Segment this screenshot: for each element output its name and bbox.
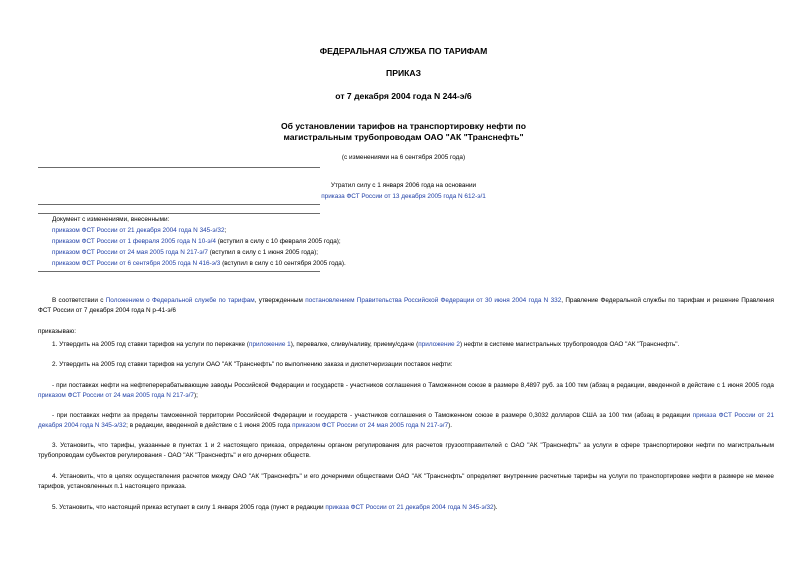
document-type: ПРИКАЗ — [386, 68, 421, 78]
status-text: Утратил силу с 1 января 2006 года на основании — [330, 182, 477, 189]
document-date-number: от 7 декабря 2004 года N 244-э/6 — [335, 91, 472, 101]
divider-top — [38, 167, 320, 168]
amendment-link[interactable]: приказом ФСТ России от 1 февраля 2005 года N 10-э/4 — [52, 238, 216, 245]
appendix-1-link[interactable]: приложение 1 — [249, 341, 291, 348]
amendments-heading: Документ с изменениями, внесенными: — [52, 216, 170, 223]
intro-paragraph: В соответствии с Положением о Федеральной службе по тарифам, утвержденным постановлением Правительства Российской Федерации от 30 июня 2004 года N 332, Правление Федеральной службы по тарифам и решение Правления ФСТ России от 7 декабря 2004 года N р-41-э/6 — [38, 297, 775, 315]
divider-amendments-bottom — [38, 271, 320, 272]
agency-name: ФЕДЕРАЛЬНАЯ СЛУЖБА ПО ТАРИФАМ — [319, 46, 488, 56]
amendment-item: приказом ФСТ России от 6 сентября 2005 года N 416-э/3 (вступил в силу с 10 сентября 2005 года). — [52, 260, 346, 267]
appendix-2-link[interactable]: приложение 2 — [418, 341, 460, 348]
regulation-link[interactable]: Положением о Федеральной службе по тарифам — [105, 297, 255, 304]
amendment-item: приказом ФСТ России от 1 февраля 2005 года N 10-э/4 (вступил в силу с 10 февраля 2005 года); — [52, 238, 341, 245]
amendment-link[interactable]: приказом ФСТ России от 6 сентября 2005 года N 416-э/3 — [52, 260, 221, 267]
amendment-ref-link[interactable]: приказа ФСТ России от 21 декабря 2004 года N 345-э/32 — [325, 504, 494, 511]
amendment-link[interactable]: приказом ФСТ России от 21 декабря 2004 года N 345-э/32 — [52, 227, 225, 234]
government-decree-link[interactable]: постановлением Правительства Российской Федерации от 30 июня 2004 года N 332 — [305, 297, 562, 304]
paragraph-5: 5. Установить, что настоящий приказ вступает в силу 1 января 2005 года (пункт в редакции приказа ФСТ России от 21 декабря 2004 года N 345-э/32). — [52, 504, 498, 511]
divider-amendments-top — [38, 213, 320, 214]
paragraph-4: 4. Установить, что в целях осуществления расчетов между ОАО "АК "Транснефть" и его дочерними обществами ОАО "АК "Транснефть" определяет внутренние расчетные тарифы на услуги по транспортировке нефти в размере не менее тарифов, установленных п.1 настоящего приказа. — [38, 473, 774, 491]
order-word: приказываю: — [38, 328, 76, 335]
paragraph-2: 2. Утвердить на 2005 год ставки тарифов на услуги ОАО "АК "Транснефть" по выполнению заказа и диспетчеризации поставок нефти: — [52, 361, 453, 368]
paragraph-2a: - при поставках нефти на нефтеперерабатывающие заводы Российской Федерации и государств - участников соглашения о Таможенном союзе в размере 8,4897 руб. за 100 ткм (абзац в редакции, введенной в действие с 1 июня 2005 года приказом ФСТ России от 24 мая 2005 года N 217-э/7); — [38, 382, 774, 400]
amendment-ref-link[interactable]: приказом ФСТ России от 24 мая 2005 года N 217-э/7 — [38, 392, 194, 400]
paragraph-1: 1. Утвердить на 2005 год ставки тарифов на услуги по перекачке (приложение 1), перевалке, сливу/наливу, приему/сдаче (приложение 2) нефти в системе магистральных трубопроводов ОАО "АК "Транснефть". — [52, 341, 680, 348]
status-note — [0, 181, 807, 202]
title-line-2: магистральным трубопроводам ОАО "АК "Транснефть" — [283, 132, 524, 142]
changes-note: (с изменениями на 6 сентября 2005 года) — [341, 154, 466, 161]
title-line-1: Об установлении тарифов на транспортировку нефти по — [280, 121, 527, 131]
paragraph-3: 3. Установить, что тарифы, указанные в пунктах 1 и 2 настоящего приказа, определены органом регулирования для расчетов грузоотправителей с ОАО "АК "Транснефть" за услуги в сфере транспортировки нефти по магистральным трубопроводам субъектов регулирования - ОАО "АК "Транснефть" и его дочерних обществ. — [38, 442, 774, 460]
document-title — [0, 121, 807, 143]
amendment-link[interactable]: приказом ФСТ России от 24 мая 2005 года N 217-э/7 — [52, 249, 208, 256]
amendment-item: приказом ФСТ России от 24 мая 2005 года N 217-э/7 (вступил в силу с 1 июня 2005 года); — [52, 249, 318, 256]
amendment-ref-link[interactable]: приказа ФСТ России от 21 декабря 2004 года N 345-э/32 — [38, 412, 774, 430]
divider-status — [38, 204, 320, 205]
paragraph-2b: - при поставках нефти за пределы таможенной территории Российской Федерации и государств - участников соглашения о Таможенном союзе в размере 0,3032 долларов США за 100 ткм (абзац в редакции приказа ФСТ России от 21 декабря 2004 года N 345-э/32; в редакции, введенной в действие с 1 июня 2005 года приказом ФСТ России от 24 мая 2005 года N 217-э/7). — [38, 412, 774, 430]
amendment-item: приказом ФСТ России от 21 декабря 2004 года N 345-э/32; — [52, 227, 227, 234]
amendment-ref-link[interactable]: приказом ФСТ России от 24 мая 2005 года N 217-э/7 — [292, 422, 449, 430]
status-link[interactable]: приказа ФСТ России от 13 декабря 2005 года N 612-э/1 — [321, 192, 486, 200]
